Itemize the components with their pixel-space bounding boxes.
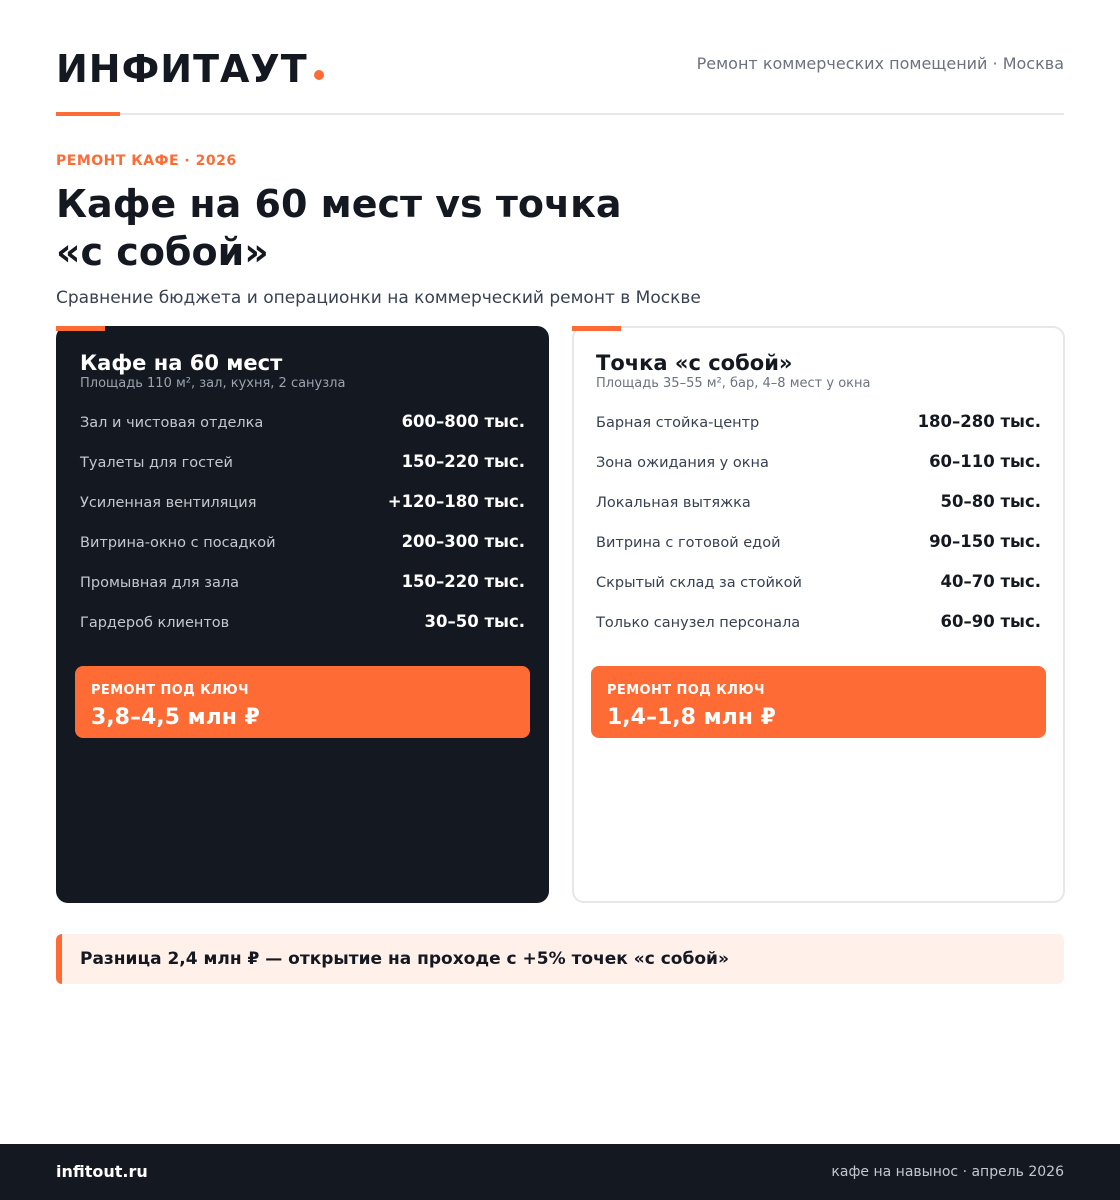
total-value: 1,4–1,8 млн ₽ — [607, 705, 776, 730]
cost-value: 90–150 тыс. — [929, 532, 1041, 551]
note-accent-bar — [56, 934, 62, 984]
cost-row — [80, 490, 525, 530]
cost-row — [596, 490, 1041, 530]
total-value: 3,8–4,5 млн ₽ — [91, 705, 260, 730]
cost-row — [596, 570, 1041, 610]
header-tagline: Ремонт коммерческих помещений · Москва — [696, 54, 1064, 73]
logo-dot-icon — [314, 70, 324, 80]
cost-label: Зона ожидания у окна — [596, 455, 769, 471]
page-title: Кафе на 60 мест vs точка «с собой» — [56, 182, 622, 274]
cost-value: 600–800 тыс. — [401, 412, 525, 431]
cost-label: Гардероб клиентов — [80, 615, 230, 631]
cost-label: Витрина-окно с посадкой — [80, 535, 276, 551]
cost-row — [80, 530, 525, 570]
footer-meta: кафе на навынос · апрель 2026 — [831, 1164, 1064, 1180]
summary-note — [56, 934, 1064, 984]
footer — [0, 1144, 1120, 1200]
total-badge — [591, 666, 1046, 738]
card-takeaway — [572, 326, 1065, 903]
cost-value: 180–280 тыс. — [917, 412, 1041, 431]
logo[interactable] — [56, 46, 324, 92]
cost-label: Витрина с готовой едой — [596, 535, 781, 551]
cost-row — [80, 610, 525, 650]
cost-value: +120–180 тыс. — [387, 492, 525, 511]
cost-value: 30–50 тыс. — [424, 612, 525, 631]
cost-value: 150–220 тыс. — [401, 572, 525, 591]
card-accent-bar — [56, 326, 105, 331]
cost-value: 50–80 тыс. — [940, 492, 1041, 511]
cost-label: Усиленная вентиляция — [80, 495, 257, 511]
cost-value: 40–70 тыс. — [940, 572, 1041, 591]
total-label: РЕМОНТ ПОД КЛЮЧ — [91, 683, 249, 698]
header-divider — [56, 113, 1064, 115]
cost-label: Туалеты для гостей — [80, 455, 233, 471]
card-cafe-60 — [56, 326, 549, 903]
cost-row — [80, 570, 525, 610]
cost-row — [80, 410, 525, 450]
card-subtitle: Площадь 110 м², зал, кухня, 2 санузла — [80, 376, 346, 391]
cost-value: 150–220 тыс. — [401, 452, 525, 471]
header-accent-bar — [56, 112, 120, 116]
logo-text: ИНФИТАУТ — [56, 47, 308, 91]
card-subtitle: Площадь 35–55 м², бар, 4–8 мест у окна — [596, 376, 871, 391]
cost-label: Зал и чистовая отделка — [80, 415, 264, 431]
card-accent-bar — [572, 326, 621, 331]
cost-row — [80, 450, 525, 490]
cost-list — [80, 410, 525, 650]
cost-row — [596, 410, 1041, 450]
cost-label: Локальная вытяжка — [596, 495, 751, 511]
cost-list — [596, 410, 1041, 650]
cost-label: Только санузел персонала — [596, 615, 801, 631]
cost-label: Промывная для зала — [80, 575, 239, 591]
cost-value: 60–90 тыс. — [940, 612, 1041, 631]
total-badge — [75, 666, 530, 738]
footer-site-link[interactable]: infitout.ru — [56, 1162, 148, 1181]
cost-label: Барная стойка-центр — [596, 415, 760, 431]
kicker: РЕМОНТ КАФЕ · 2026 — [56, 153, 237, 169]
total-label: РЕМОНТ ПОД КЛЮЧ — [607, 683, 765, 698]
card-title: Точка «с собой» — [596, 351, 793, 375]
header — [56, 0, 1064, 116]
cost-row — [596, 530, 1041, 570]
cost-label: Скрытый склад за стойкой — [596, 575, 802, 591]
card-title: Кафе на 60 мест — [80, 351, 283, 375]
page-subtitle: Сравнение бюджета и операционки на коммерческий ремонт в Москве — [56, 288, 701, 308]
note-text: Разница 2,4 млн ₽ — открытие на проходе с +5% точек «с собой» — [80, 949, 729, 969]
cost-value: 200–300 тыс. — [401, 532, 525, 551]
cost-row — [596, 450, 1041, 490]
cost-row — [596, 610, 1041, 650]
cost-value: 60–110 тыс. — [929, 452, 1041, 471]
